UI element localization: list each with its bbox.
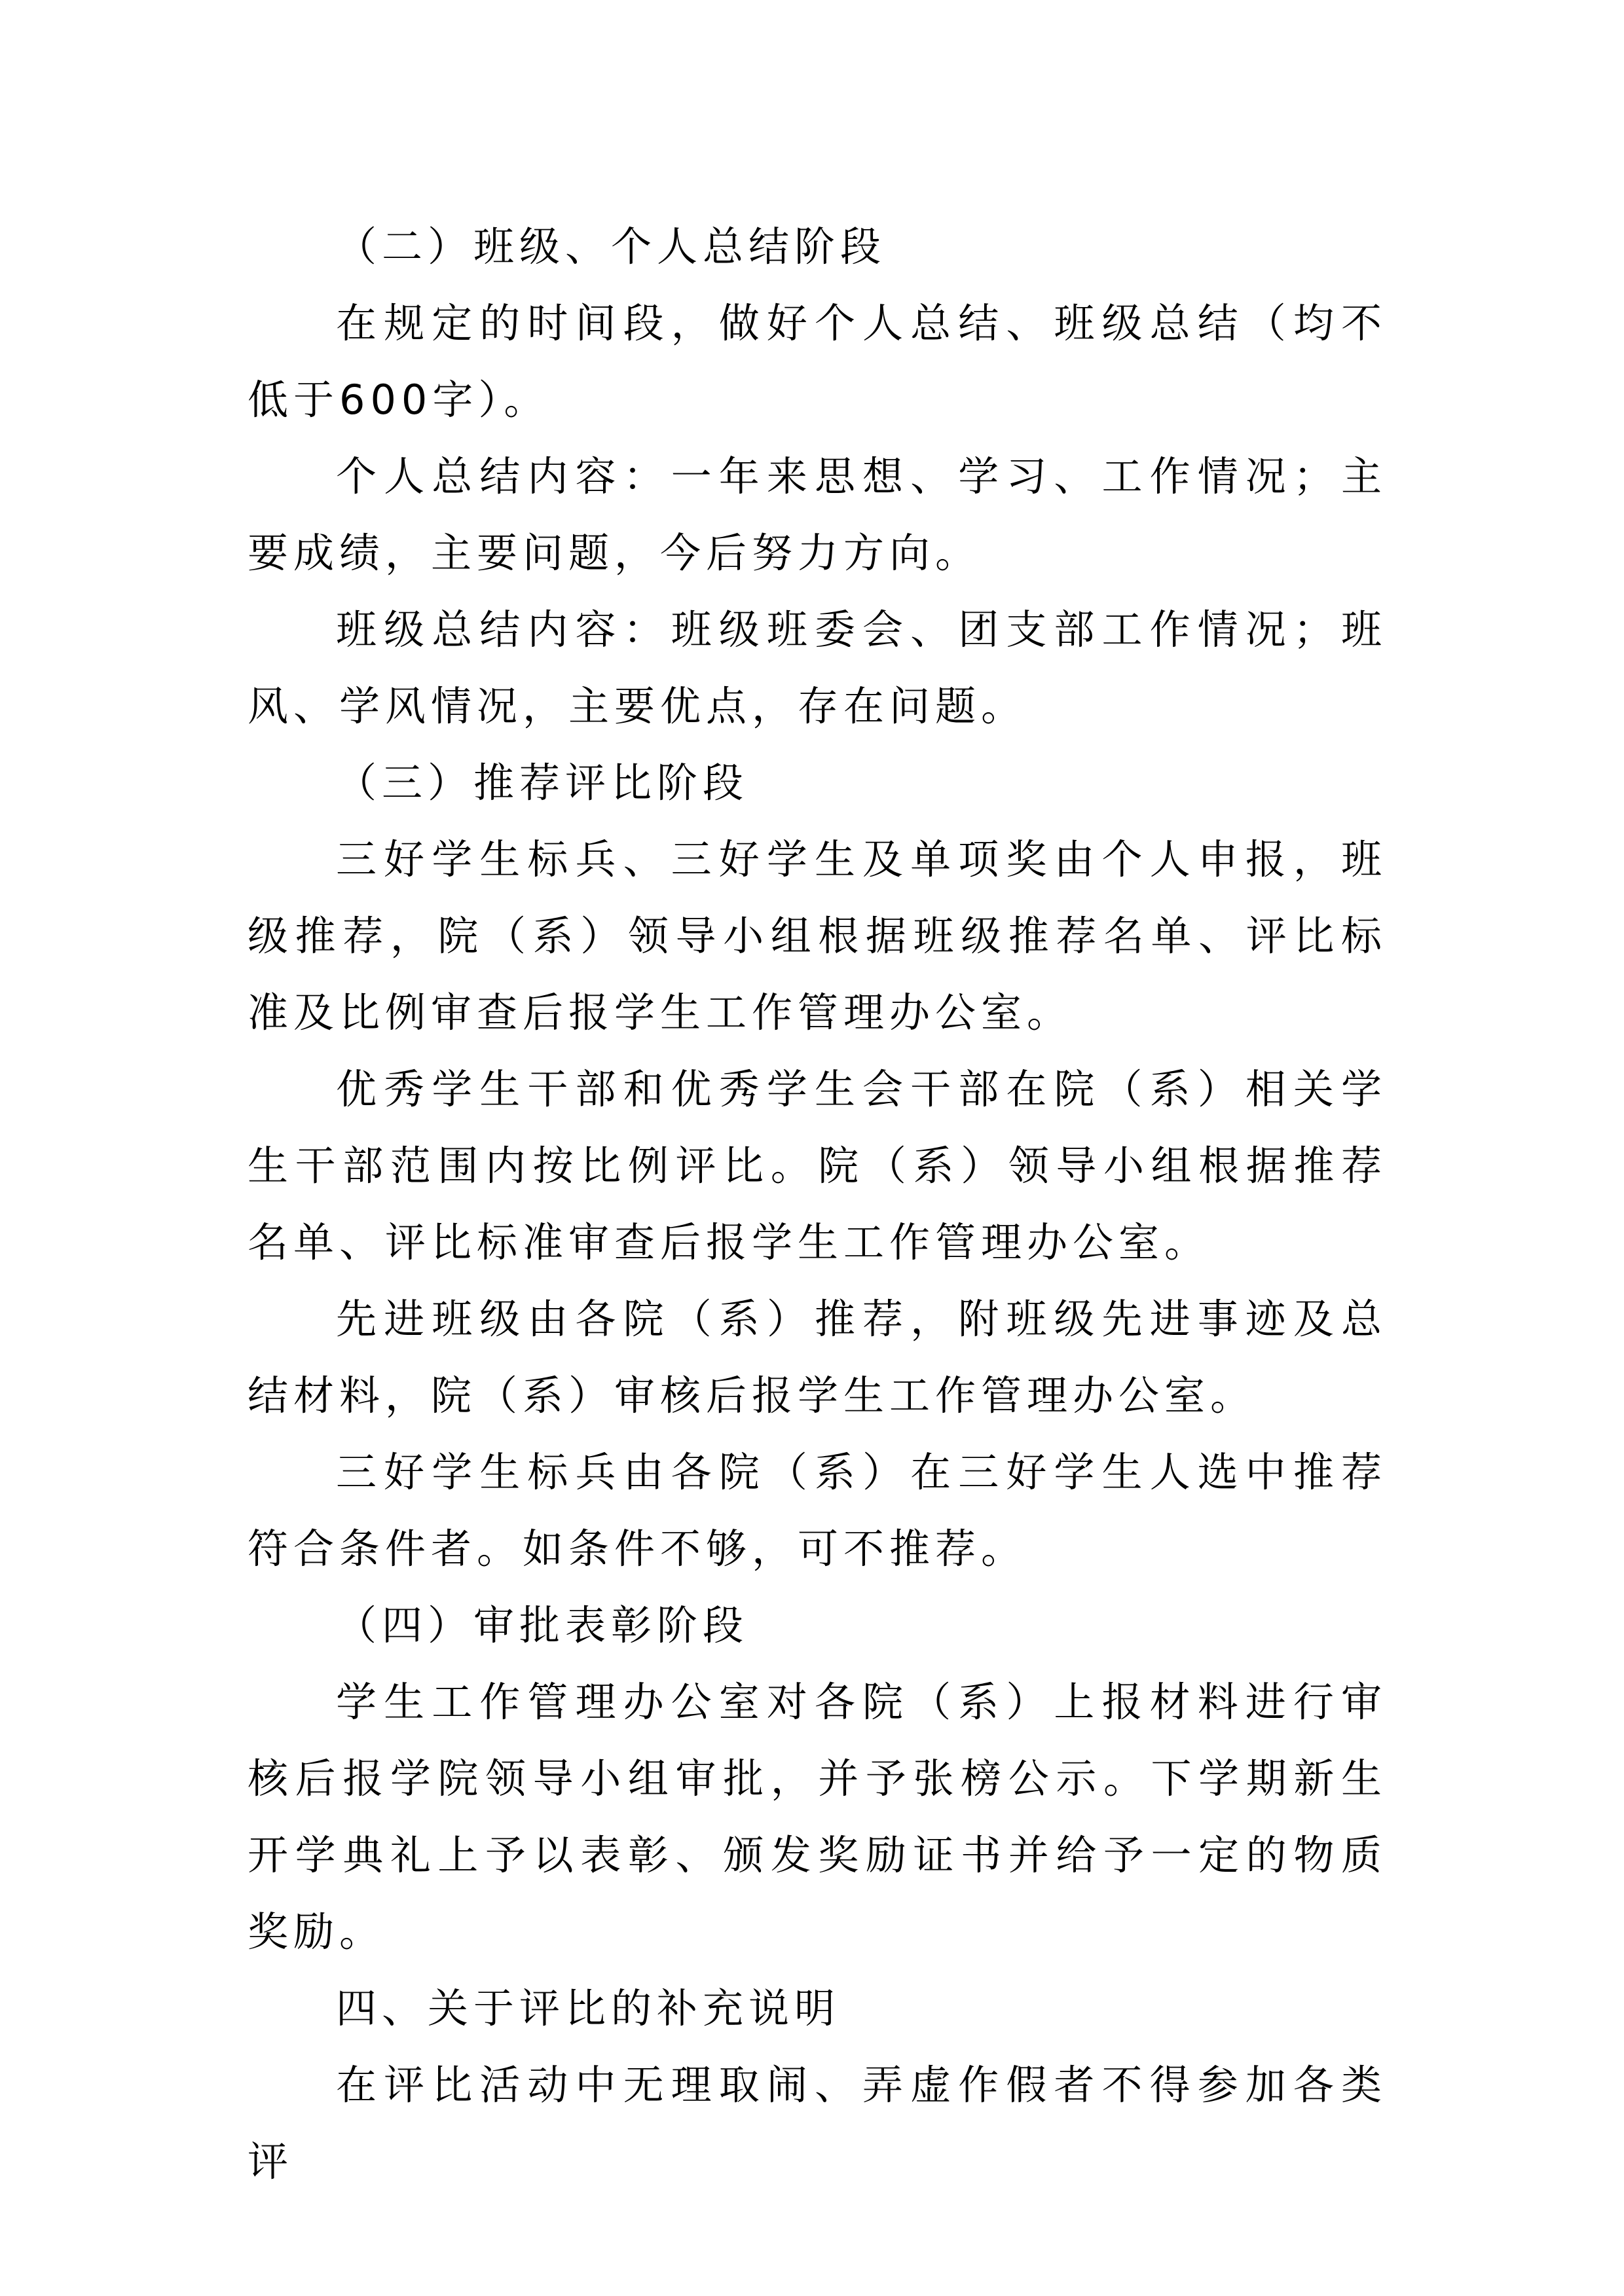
paragraph-advanced-class: 先进班级由各院（系）推荐，附班级先进事迹及总结材料，院（系）审核后报学生工作管理办公室。: [248, 1295, 1387, 1419]
section-heading-supplementary-notes: 四、关于评比的补充说明: [336, 1984, 841, 2032]
paragraph-model-student: 三好学生标兵由各院（系）在三好学生人选中推荐符合条件者。如条件不够，可不推荐。: [248, 1448, 1387, 1573]
paragraph-summary-requirement: 在规定的时间段，做好个人总结、班级总结（均不低于600字）。: [248, 299, 1387, 424]
paragraph-approval-process: 学生工作管理办公室对各院（系）上报材料进行审核后报学院领导小组审批，并予张榜公示。下学期新生开学典礼上予以表彰、颁发奖励证书并给予一定的物质奖励。: [248, 1678, 1387, 1956]
document-body: [248, 208, 1387, 2200]
paragraph-cadre-evaluation: 优秀学生干部和优秀学生会干部在院（系）相关学生干部范围内按比例评比。院（系）领导小组根据推荐名单、评比标准审查后报学生工作管理办公室。: [248, 1065, 1387, 1266]
section-heading-approval-stage: （四）审批表彰阶段: [336, 1601, 749, 1649]
paragraph-merit-student-recommend: 三好学生标兵、三好学生及单项奖由个人申报，班级推荐，院（系）领导小组根据班级推荐名单、评比标准及比例审查后报学生工作管理办公室。: [248, 835, 1387, 1036]
paragraph-personal-summary-content: 个人总结内容：一年来思想、学习、工作情况；主要成绩，主要问题，今后努力方向。: [248, 452, 1387, 577]
section-heading-recommend-stage: （三）推荐评比阶段: [336, 759, 749, 807]
section-heading-summary-stage: （二）班级、个人总结阶段: [336, 223, 887, 270]
paragraph-disqualification: 在评比活动中无理取闹、弄虚作假者不得参加各类评: [248, 2061, 1387, 2185]
paragraph-class-summary-content: 班级总结内容：班级班委会、团支部工作情况；班风、学风情况，主要优点，存在问题。: [248, 606, 1387, 730]
